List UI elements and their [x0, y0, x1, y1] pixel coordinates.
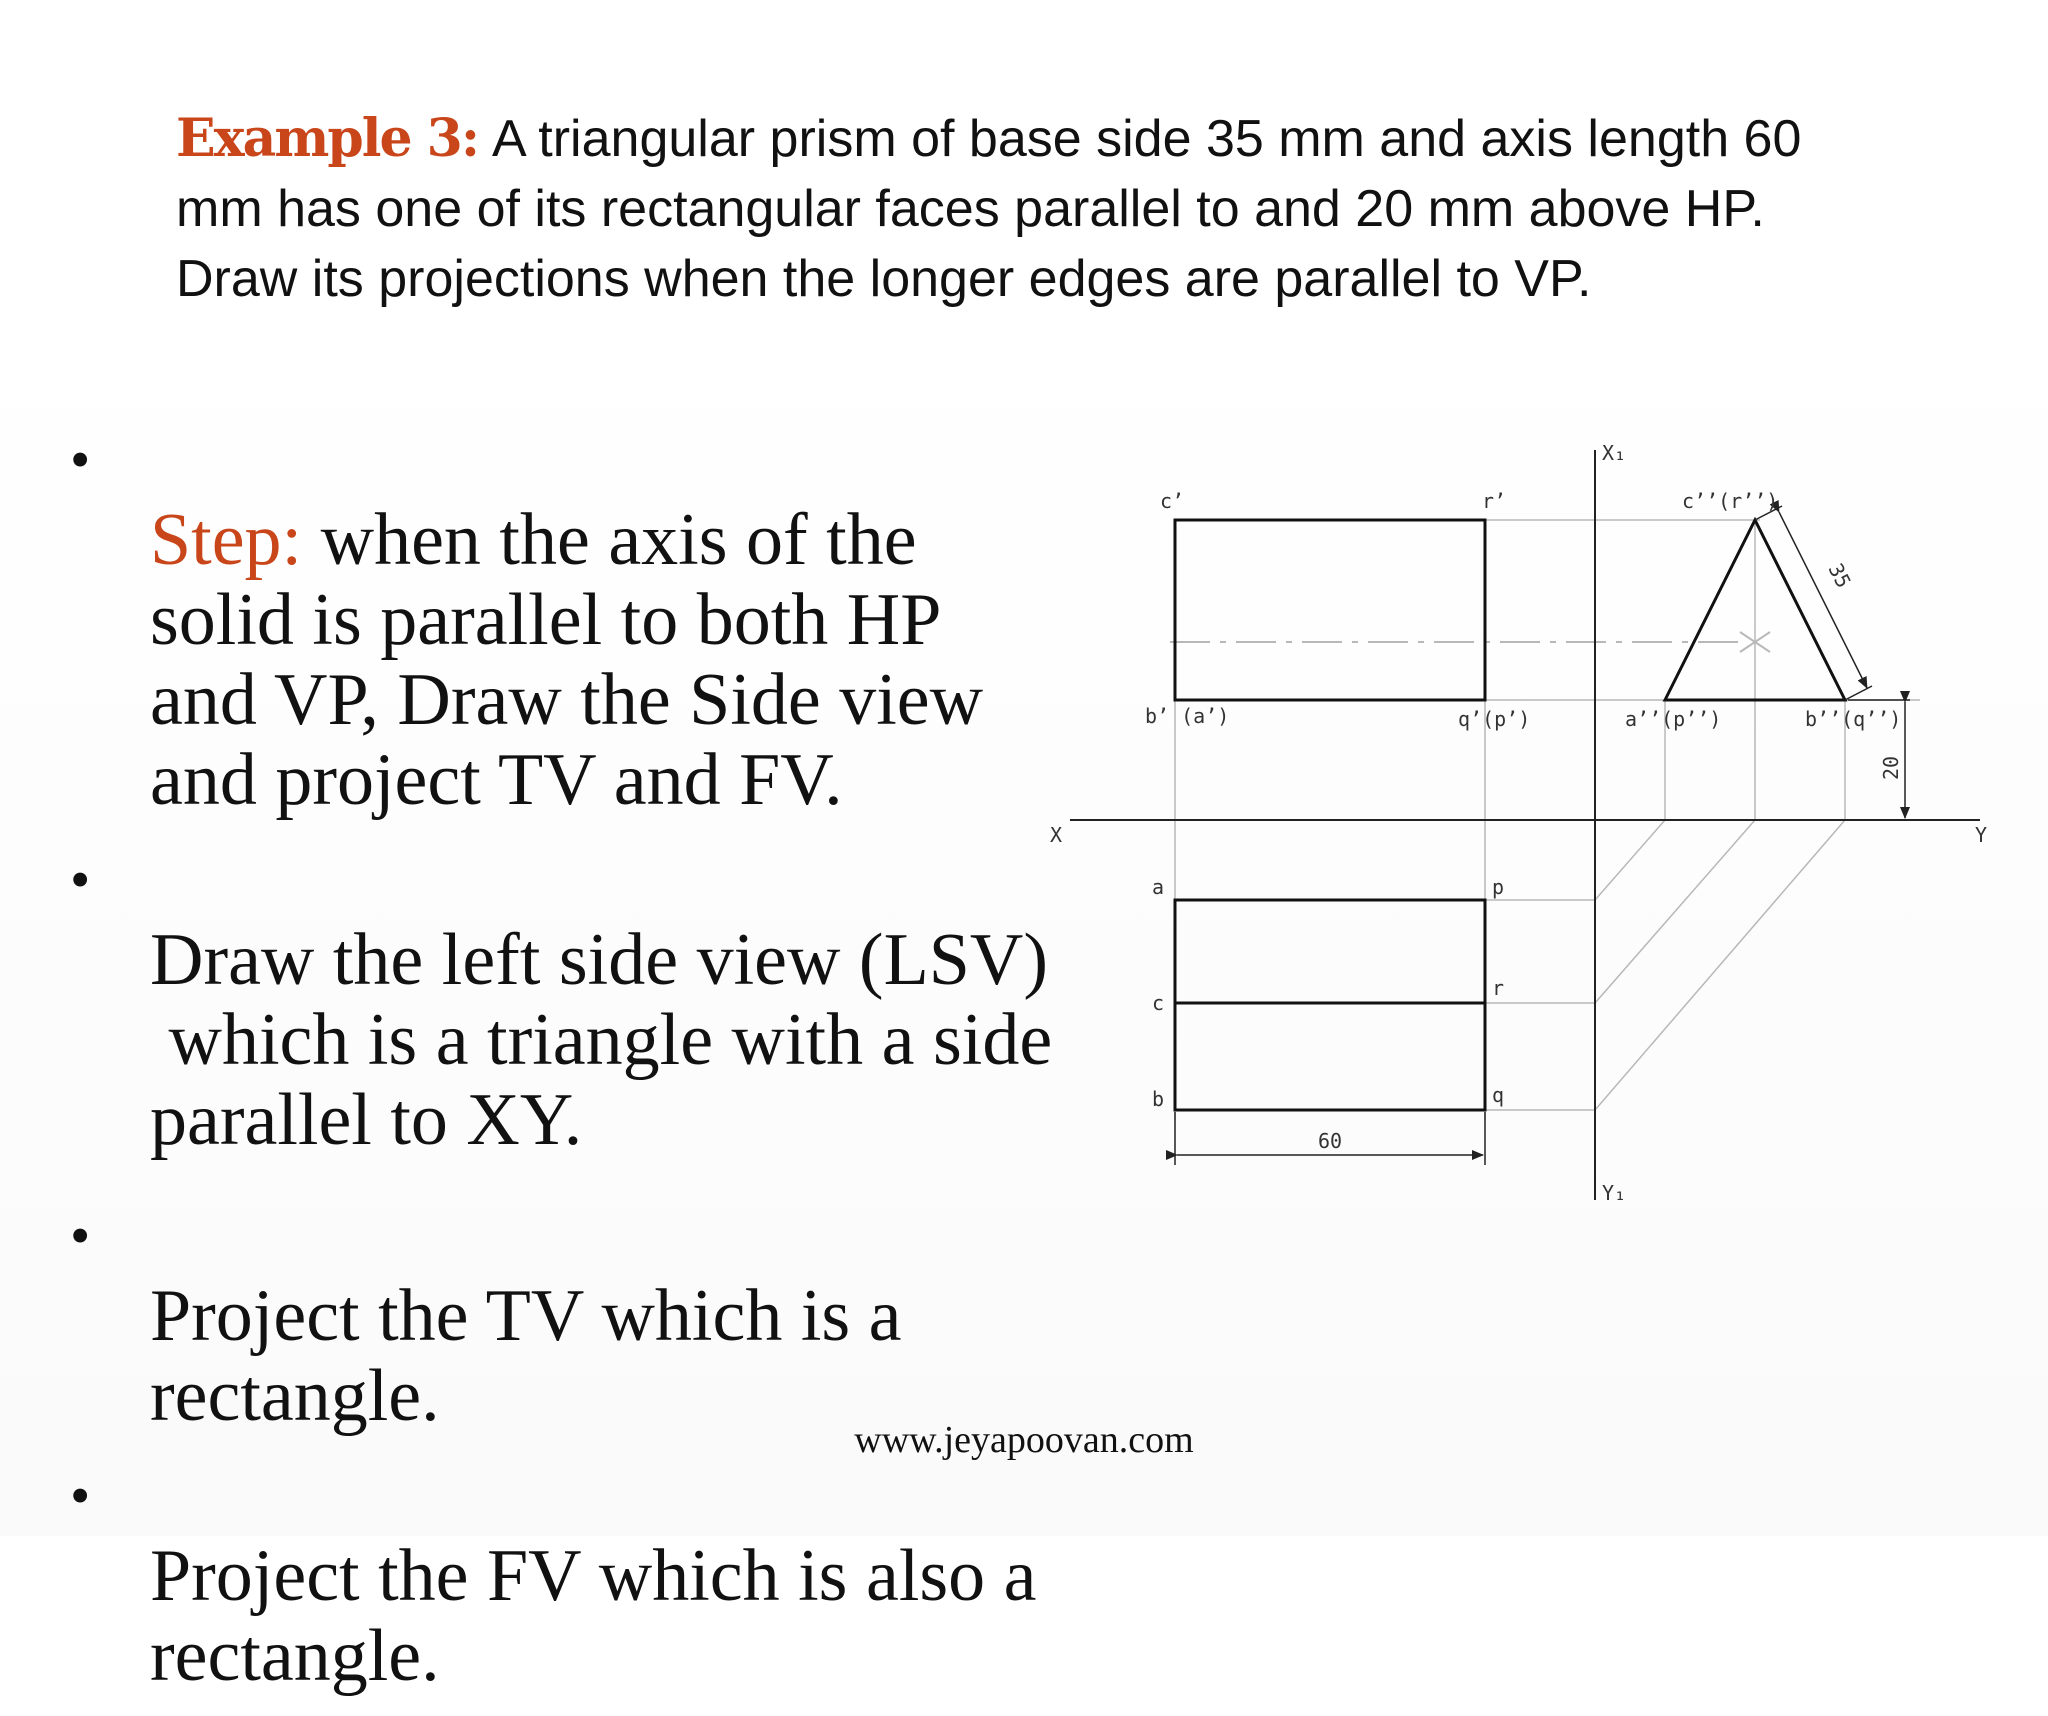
bullet-text: Draw the left side view (LSV) which is a triangle with a side parallel to XY. [150, 920, 1053, 1160]
label-q-p-prime: q’(p’) [1458, 707, 1531, 731]
label-x: X [1050, 823, 1063, 847]
label-a: a [1152, 875, 1165, 899]
label-b: b [1152, 1087, 1165, 1111]
label-q: q [1492, 1083, 1505, 1107]
label-b-q-side: b’’(q’’) [1805, 707, 1902, 731]
label-x1: X₁ [1602, 441, 1627, 465]
dim-35-line [1779, 512, 1867, 688]
dim-35-extension [1845, 686, 1872, 700]
bullet-icon: • [70, 1203, 91, 1268]
label-y1: Y₁ [1602, 1181, 1627, 1205]
bullet-item [70, 420, 1070, 820]
bullet-item [70, 840, 1070, 1176]
bullet-icon: • [70, 427, 91, 492]
projection-drawing [1040, 420, 2030, 1220]
label-p: p [1492, 875, 1505, 899]
bullet-item [70, 1196, 1070, 1436]
label-y: Y [1975, 823, 1988, 847]
footer-url: www.jeyapoovan.com [854, 1419, 1194, 1461]
label-c-r-side: c’’(r’’) [1682, 489, 1779, 513]
label-b-a-prime: b’ (a’) [1145, 704, 1230, 728]
bullet-text: Project the TV which is a rectangle. [150, 1275, 902, 1437]
front-view-rectangle [1175, 520, 1485, 700]
top-view-rectangle [1175, 900, 1485, 1110]
label-c-prime: c’ [1160, 489, 1185, 513]
problem-statement [176, 104, 1876, 314]
bullet-list [70, 420, 1070, 1716]
bullet-prefix: Step: [150, 499, 303, 581]
bullet-text: Project the FV which is also a rectangle. [150, 1535, 1037, 1697]
example-label: Example 3: [176, 108, 479, 169]
label-r-prime: r’ [1482, 489, 1507, 513]
bullet-icon: • [70, 847, 91, 912]
bullet-item [70, 1456, 1070, 1696]
label-a-p-side: a’’(p’’) [1625, 707, 1722, 731]
dim-35-text: 35 [1823, 559, 1856, 592]
bullet-icon: • [70, 1463, 91, 1528]
label-r: r [1492, 976, 1505, 1000]
bullet-text: when the axis of the solid is parallel to both HP and VP, Draw the Side view and project TV and FV. [150, 499, 984, 821]
dim-20-text: 20 [1879, 755, 1903, 780]
label-c: c [1152, 991, 1165, 1015]
problem-text: A triangular prism of base side 35 mm and axis length 60 mm has one of its rectangular faces parallel to and 20 mm above HP. Draw its projections when the longer edges are parallel to VP. [176, 110, 1802, 308]
dim-60-text: 60 [1318, 1129, 1343, 1153]
